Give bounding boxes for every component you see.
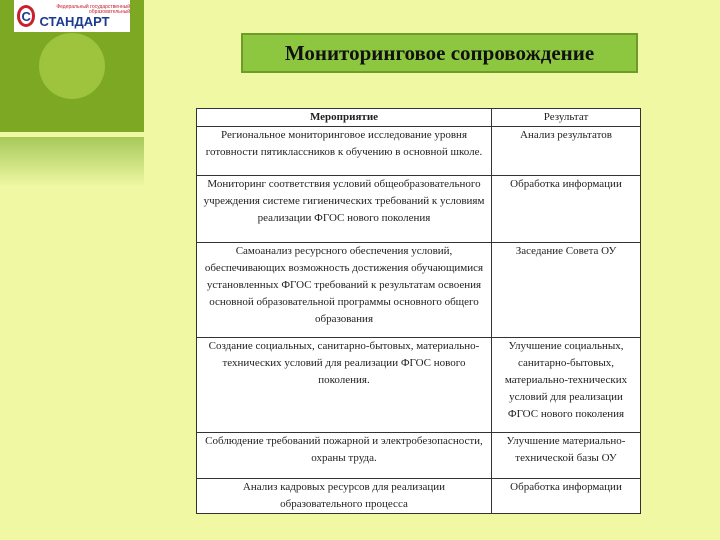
result-cell: Обработка информации	[492, 479, 641, 514]
result-cell: Анализ результатов	[492, 127, 641, 176]
fgos-logo	[14, 0, 130, 32]
logo-text: СТАНДАРТ	[39, 13, 110, 29]
table-row	[197, 127, 641, 176]
table-row	[197, 433, 641, 479]
activity-cell: Самоанализ ресурсного обеспечения условий, обеспечивающих возможность достижения обучающимися установленных ФГОС требований к результатам освоения основной образовательной программы основного общего образования	[197, 243, 492, 338]
logo-mark-icon: С	[17, 5, 35, 27]
decor-circle	[39, 33, 105, 99]
activity-cell: Региональное мониторинговое исследование уровня готовности пятиклассников к обучению в основной школе.	[197, 127, 492, 176]
result-cell: Улучшение социальных, санитарно-бытовых, материально-технических условий для реализации ФГОС нового поколения	[492, 338, 641, 433]
table-row	[197, 338, 641, 433]
activity-cell: Соблюдение требований пожарной и электробезопасности, охраны труда.	[197, 433, 492, 479]
result-cell: Обработка информации	[492, 176, 641, 243]
activity-cell: Мониторинг соответствия условий общеобразовательного учреждения системе гигиенических требований к условиям реализации ФГОС нового поколения	[197, 176, 492, 243]
activity-cell: Анализ кадровых ресурсов для реализации образовательного процесса	[197, 479, 492, 514]
logo-subtitle: Федеральный государственный образовательный	[56, 3, 130, 15]
page-title: Мониторинговое сопровождение	[241, 33, 638, 73]
header-result: Результат	[492, 109, 641, 127]
decor-gradient	[0, 137, 144, 187]
activity-cell: Создание социальных, санитарно-бытовых, материально-технических условий для реализации ФГОС нового поколения.	[197, 338, 492, 433]
table-row	[197, 176, 641, 243]
result-cell: Заседание Совета ОУ	[492, 243, 641, 338]
table-row	[197, 479, 641, 514]
monitoring-table	[196, 108, 641, 514]
table-header-row	[197, 109, 641, 127]
result-cell: Улучшение материально-технической базы ОУ	[492, 433, 641, 479]
header-activity: Мероприятие	[197, 109, 492, 127]
table-row	[197, 243, 641, 338]
